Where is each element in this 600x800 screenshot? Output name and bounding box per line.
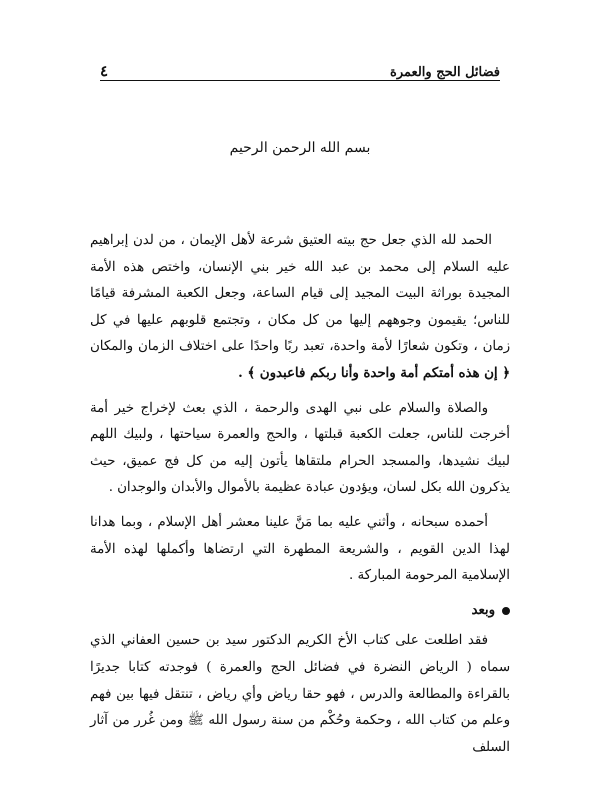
section-heading: [90, 598, 510, 625]
running-title: فضائل الحج والعمرة: [390, 65, 500, 80]
bullet-icon: [502, 607, 510, 615]
page-number: ٤: [100, 62, 109, 80]
paragraph-2: والصلاة والسلام على نبي الهدى والرحمة ، الذي بعث لإخراج خير أمة أخرجت للناس، جعلت الكعبة قبلتها ، والحج والعمرة سياحتها ، ولبيك اللهم لبيك نشيدها، والمسجد الحرام ملتقاها يأتون إليه من كل فج عميق، حيث يذكرون الله بكل لسان، ويؤدون عبادة عظيمة بالأموال والأبدان والوجدان .: [90, 400, 510, 496]
header-divider: [100, 80, 500, 81]
paragraph-1-text: الحمد لله الذي جعل حج بيته العتيق شرعة لأهل الإيمان ، من لدن إبراهيم عليه السلام إلى محمد بن عبد الله خير بني الإنسان، واختص هذه الأمة المجيدة بوراثة البيت المجيد إلى قيام الساعة، وجعل الكعبة المشرفة قيامًا للناس؛ يقيمون وجوههم إليها من كل مكان ، وتجتمع قلوبهم عليها في كل زمان ، وتكون شعارًا لأمة واحدة، تعبد ربًا واحدًا على اختلاف الزمان والمكان: [90, 233, 510, 355]
basmala: بسم الله الرحمن الرحيم: [229, 140, 371, 156]
section-heading-label: وبعد: [471, 602, 495, 618]
paragraph-3: أحمده سبحانه ، وأثني عليه بما مَنَّ علينا معشر أهل الإسلام ، وبما هدانا لهذا الدين القويم ، والشريعة المطهرة التي ارتضاها وأكملها لهذه الأمة الإسلامية المرحومة المباركة .: [90, 514, 510, 584]
quran-verse: ﴿ إن هذه أمتكم أمة واحدة وأنا ربكم فاعبدون ﴾ .: [238, 365, 510, 381]
page-header: [100, 58, 500, 80]
paragraph-1: [90, 228, 510, 388]
page-body: [90, 228, 510, 769]
paragraph-4: فقد اطلعت على كتاب الأخ الكريم الدكتور سيد بن حسين العفاني الذي سماه ( الرياض النضرة في فضائل الحج والعمرة ) فوجدته كتابا جديرًا بالقراءة والمطالعة والدرس ، فهو حقا رياض وأي رياض ، تنتقل فيها بين فهم وعلم من كتاب الله ، وحكمة وحُكْم من سنة رسول الله ﷺ ومن غُرر من آثار السلف: [90, 633, 510, 755]
